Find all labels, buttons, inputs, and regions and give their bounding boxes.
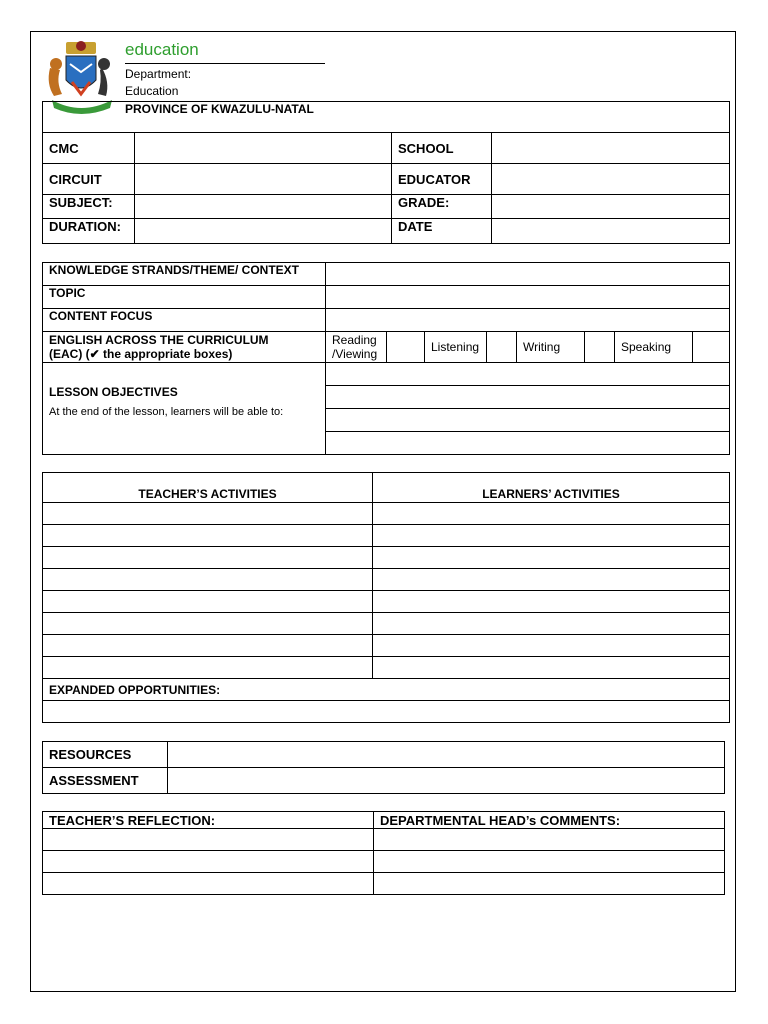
assessment-field[interactable] [168,768,725,794]
reading-viewing-label [326,332,387,363]
province-title: PROVINCE OF KWAZULU-NATAL [43,102,730,133]
reflection-row[interactable] [43,851,374,873]
department-line2: Education [125,84,179,98]
grade-field[interactable] [492,195,730,219]
lesson-table [42,262,730,455]
activities-table [42,472,730,723]
learner-activity-row[interactable] [373,547,730,569]
objective-field-2[interactable] [326,386,730,409]
eac-label-line1: ENGLISH ACROSS THE CURRICULUM [49,333,269,347]
content-focus-label: CONTENT FOCUS [43,309,326,332]
cmc-field[interactable] [135,133,392,164]
duration-label: DURATION: [43,219,135,244]
learner-activity-row[interactable] [373,635,730,657]
learner-activity-row[interactable] [373,591,730,613]
writing-label: Writing [517,332,585,363]
topic-label: TOPIC [43,286,326,309]
teacher-activity-row[interactable] [43,657,373,679]
eac-label [43,332,326,363]
reading-checkbox[interactable] [387,332,425,363]
school-label: SCHOOL [392,133,492,164]
learner-activity-row[interactable] [373,525,730,547]
duration-field[interactable] [135,219,392,244]
reflection-row[interactable] [43,873,374,895]
assessment-label: ASSESSMENT [43,768,168,794]
reading-line1: Reading [332,333,377,347]
objectives-note: At the end of the lesson, learners will be able to: [49,406,284,418]
objectives-label: LESSON OBJECTIVES [49,385,178,399]
speaking-label: Speaking [615,332,693,363]
reflection-row[interactable] [43,829,374,851]
learner-activity-row[interactable] [373,657,730,679]
logo-word: education [125,40,199,59]
circuit-field[interactable] [135,164,392,195]
teacher-activity-row[interactable] [43,569,373,591]
comments-row[interactable] [374,873,725,895]
resources-field[interactable] [168,742,725,768]
learner-activity-row[interactable] [373,503,730,525]
hod-comments-header: DEPARTMENTAL HEAD’s COMMENTS: [374,812,725,829]
listening-checkbox[interactable] [487,332,517,363]
objective-field-3[interactable] [326,409,730,432]
subject-label: SUBJECT: [43,195,135,219]
circuit-label: CIRCUIT [43,164,135,195]
info-table [42,101,730,244]
learner-activity-row[interactable] [373,613,730,635]
department-line1: Department: [125,67,192,81]
learners-activities-header: LEARNERS’ ACTIVITIES [373,473,730,503]
teacher-reflection-header: TEACHER’S REFLECTION: [43,812,374,829]
cmc-label: CMC [43,133,135,164]
writing-checkbox[interactable] [585,332,615,363]
grade-label: GRADE: [392,195,492,219]
eac-label-line2: (EAC) (✔ the appropriate boxes) [49,347,233,361]
resources-table [42,741,725,794]
knowledge-label: KNOWLEDGE STRANDS/THEME/ CONTEXT [43,263,326,286]
objective-field-1[interactable] [326,363,730,386]
resources-label: RESOURCES [43,742,168,768]
logo-divider [125,63,325,64]
listening-label: Listening [425,332,487,363]
comments-row[interactable] [374,829,725,851]
educator-label: EDUCATOR [392,164,492,195]
school-field[interactable] [492,133,730,164]
objective-field-4[interactable] [326,432,730,455]
topic-field[interactable] [326,286,730,309]
content-focus-field[interactable] [326,309,730,332]
teacher-activity-row[interactable] [43,591,373,613]
teacher-activities-header: TEACHER’S ACTIVITIES [43,473,373,503]
date-label: DATE [392,219,492,244]
teacher-activity-row[interactable] [43,547,373,569]
teacher-activity-row[interactable] [43,503,373,525]
knowledge-field[interactable] [326,263,730,286]
expanded-opportunities-field[interactable] [43,701,730,723]
reflection-table [42,811,725,895]
reading-line2: /Viewing [332,347,378,361]
teacher-activity-row[interactable] [43,635,373,657]
objectives-cell [43,363,326,455]
learner-activity-row[interactable] [373,569,730,591]
comments-row[interactable] [374,851,725,873]
speaking-checkbox[interactable] [693,332,730,363]
date-field[interactable] [492,219,730,244]
subject-field[interactable] [135,195,392,219]
expanded-opportunities-label: EXPANDED OPPORTUNITIES: [43,679,730,701]
teacher-activity-row[interactable] [43,525,373,547]
teacher-activity-row[interactable] [43,613,373,635]
educator-field[interactable] [492,164,730,195]
